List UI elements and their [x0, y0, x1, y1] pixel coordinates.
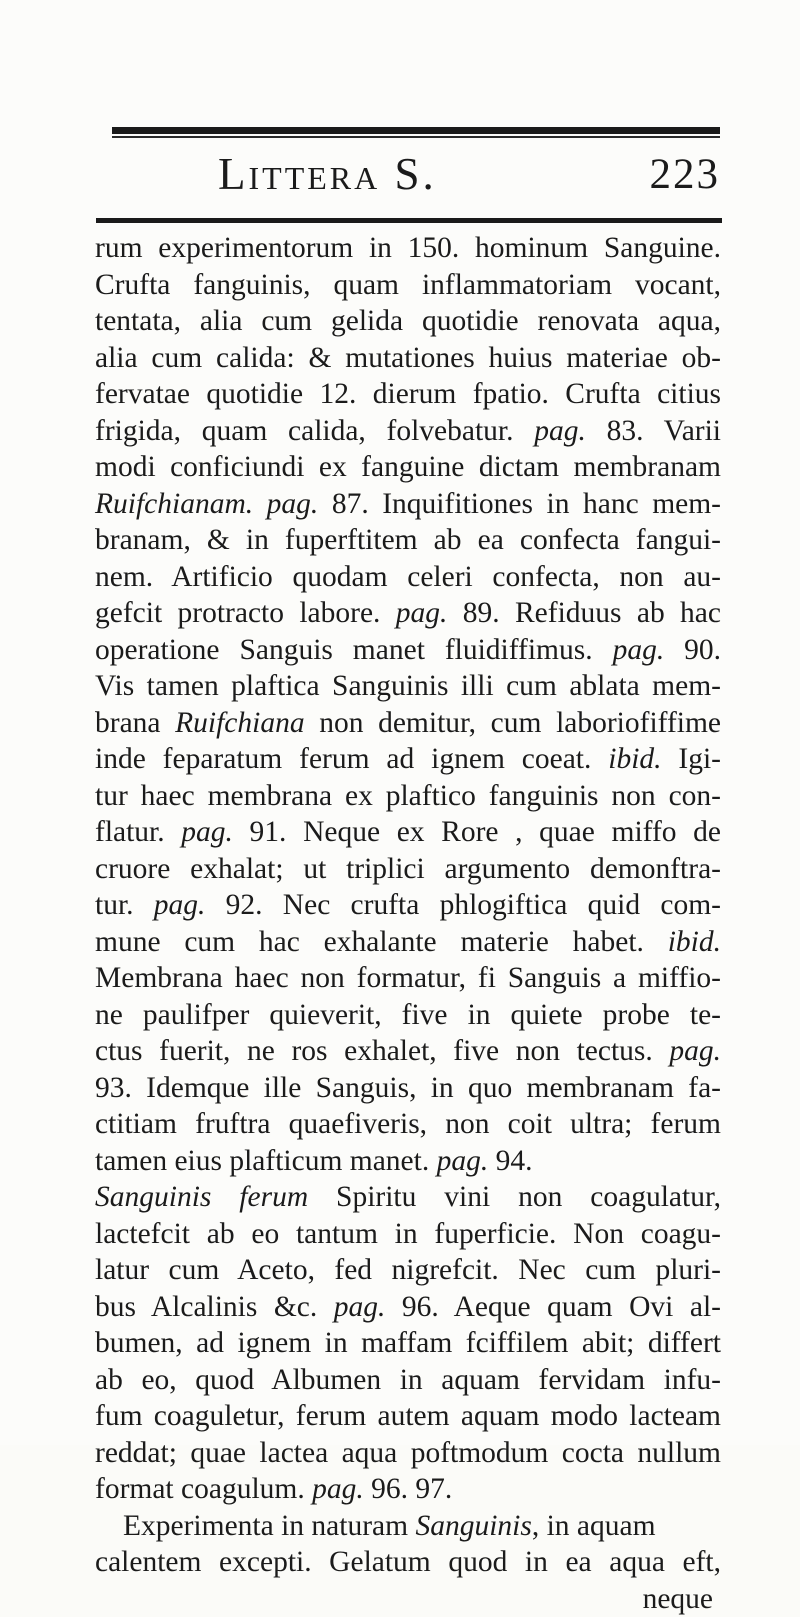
text-segment: non demitur, cum laboriofiffime: [305, 707, 721, 739]
text-line: [95, 522, 721, 559]
italic-segment: ibid.: [668, 926, 721, 958]
italic-segment: pag.: [613, 634, 665, 666]
text-line: [95, 1070, 721, 1107]
page-number: 223: [650, 150, 721, 199]
italic-segment: pag.: [334, 1291, 386, 1323]
text-segment: ctitiam fruftra quaefiveris, non coit ultra; ferum: [95, 1108, 721, 1140]
text-segment: Spiritu vini non coagulatur,: [308, 1181, 721, 1213]
text-line: [95, 230, 721, 267]
text-segment: , in aquam: [532, 1510, 656, 1542]
text-segment: tentata, alia cum gelida quotidie renovata aqua,: [95, 305, 721, 337]
text-segment: neque: [643, 1583, 713, 1615]
text-segment: 96. 97.: [364, 1473, 453, 1505]
text-line: [95, 559, 721, 596]
italic-segment: pag.: [312, 1473, 364, 1505]
italic-segment: Ruifchiana: [175, 707, 304, 739]
text-segment: fum coaguletur, ferum autem aquam modo lacteam: [95, 1400, 721, 1432]
text-line: [95, 887, 721, 924]
text-segment: tur haec membrana ex plaftico fanguinis non con-: [95, 780, 721, 812]
text-segment: 96. Aeque quam Ovi al-: [385, 1291, 721, 1323]
text-line: [95, 924, 721, 961]
text-line: [95, 1289, 721, 1326]
text-segment: ctus fuerit, ne ros exhalet, five non tectus.: [95, 1035, 669, 1067]
text-segment: cruore exhalat; ut triplici argumento demonftra-: [95, 853, 721, 885]
text-line: [95, 1471, 721, 1508]
text-line: [95, 1435, 721, 1472]
text-segment: flatur.: [95, 816, 181, 848]
text-segment: Experimenta in naturam: [123, 1510, 415, 1542]
text-line: [95, 1252, 721, 1289]
text-line: [95, 960, 721, 997]
text-line: [95, 997, 721, 1034]
text-segment: brana: [95, 707, 175, 739]
text-segment: gefcit protracto labore.: [95, 597, 396, 629]
running-head: Littera S.: [218, 148, 437, 200]
italic-segment: pag.: [181, 816, 233, 848]
text-segment: 87. Inquifitiones in hanc mem-: [318, 488, 721, 520]
text-segment: frigida, quam calida, folvebatur.: [95, 415, 534, 447]
text-segment: 92. Nec crufta phlogiftica quid com-: [205, 889, 721, 921]
text-segment: tamen eius plafticum manet.: [95, 1145, 437, 1177]
text-segment: branam, & in fuperftitem ab ea confecta fangui-: [95, 524, 721, 556]
text-segment: bus Alcalinis &c.: [95, 1291, 334, 1323]
text-segment: ne paulifper quieverit, five in quiete probe te-: [95, 999, 721, 1031]
italic-segment: pag.: [437, 1145, 489, 1177]
text-segment: tur.: [95, 889, 154, 921]
text-segment: bumen, ad ignem in maffam fciffilem abit; differt: [95, 1327, 721, 1359]
text-segment: Crufta fanguinis, quam inflammatoriam vocant,: [95, 269, 721, 301]
text-segment: alia cum calida: & mutationes huius materiae ob-: [95, 342, 721, 374]
text-segment: lactefcit ab eo tantum in fuperficie. Non coagu-: [95, 1218, 721, 1250]
text-segment: 91. Neque ex Rore , quae miffo de: [233, 816, 721, 848]
text-line: [95, 814, 721, 851]
text-line: [95, 1508, 721, 1545]
text-segment: 94.: [488, 1145, 532, 1177]
italic-segment: Ruifchianam. pag.: [95, 488, 318, 520]
catchword: [95, 1581, 721, 1617]
text-segment: latur cum Aceto, fed nigrefcit. Nec cum pluri-: [95, 1254, 721, 1286]
text-line: [95, 741, 721, 778]
text-line: [95, 1398, 721, 1435]
italic-segment: pag.: [534, 415, 586, 447]
italic-segment: ibid.: [608, 743, 661, 775]
text-segment: reddat; quae lactea aqua poftmodum cocta nullum: [95, 1437, 721, 1469]
text-line: [95, 1362, 721, 1399]
text-segment: rum experimentorum in 150. hominum Sanguine.: [95, 232, 721, 264]
text-line: [95, 1033, 721, 1070]
text-line: [95, 1216, 721, 1253]
text-segment: modi conficiundi ex fanguine dictam membranam: [95, 451, 721, 483]
text-line: [95, 778, 721, 815]
text-segment: Vis tamen plaftica Sanguinis illi cum ablata mem-: [95, 670, 721, 702]
text-line: [95, 486, 721, 523]
text-line: [95, 1143, 721, 1180]
text-segment: nem. Artificio quodam celeri confecta, non au-: [95, 561, 721, 593]
text-line: [95, 340, 721, 377]
text-line: [95, 376, 721, 413]
text-line: [95, 595, 721, 632]
text-line: [95, 1325, 721, 1362]
text-segment: 93. Idemque ille Sanguis, in quo membranam fa-: [95, 1072, 721, 1104]
text-segment: fervatae quotidie 12. dierum fpatio. Crufta citius: [95, 378, 721, 410]
text-line: [95, 851, 721, 888]
body-text: [95, 230, 721, 1617]
text-segment: 83. Varii: [586, 415, 721, 447]
italic-segment: Sanguinis ferum: [95, 1181, 308, 1213]
text-line: [95, 413, 721, 450]
text-segment: mune cum hac exhalante materie habet.: [95, 926, 668, 958]
text-segment: Igi-: [662, 743, 721, 775]
text-segment: 90.: [664, 634, 721, 666]
text-line: [95, 449, 721, 486]
italic-segment: pag.: [669, 1035, 721, 1067]
text-segment: operatione Sanguis manet fluidiffimus.: [95, 634, 613, 666]
italic-segment: pag.: [154, 889, 206, 921]
page-header: [112, 140, 720, 215]
text-line: [95, 705, 721, 742]
italic-segment: pag.: [396, 597, 448, 629]
text-segment: Membrana haec non formatur, fi Sanguis a miffio-: [95, 962, 721, 994]
text-segment: 89. Refiduus ab hac: [447, 597, 721, 629]
text-line: [95, 1179, 721, 1216]
text-segment: calentem excepti. Gelatum quod in ea aqua eft,: [95, 1546, 721, 1578]
text-segment: inde feparatum ferum ad ignem coeat.: [95, 743, 608, 775]
text-segment: format coagulum.: [95, 1473, 312, 1505]
text-segment: ab eo, quod Albumen in aquam fervidam infu-: [95, 1364, 721, 1396]
text-line: [95, 1544, 721, 1581]
text-line: [95, 668, 721, 705]
header-bottom-rule: [96, 218, 722, 223]
text-line: [95, 632, 721, 669]
text-line: [95, 303, 721, 340]
italic-segment: Sanguinis: [415, 1510, 531, 1542]
header-top-rule: [112, 127, 720, 134]
text-line: [95, 267, 721, 304]
text-line: [95, 1106, 721, 1143]
